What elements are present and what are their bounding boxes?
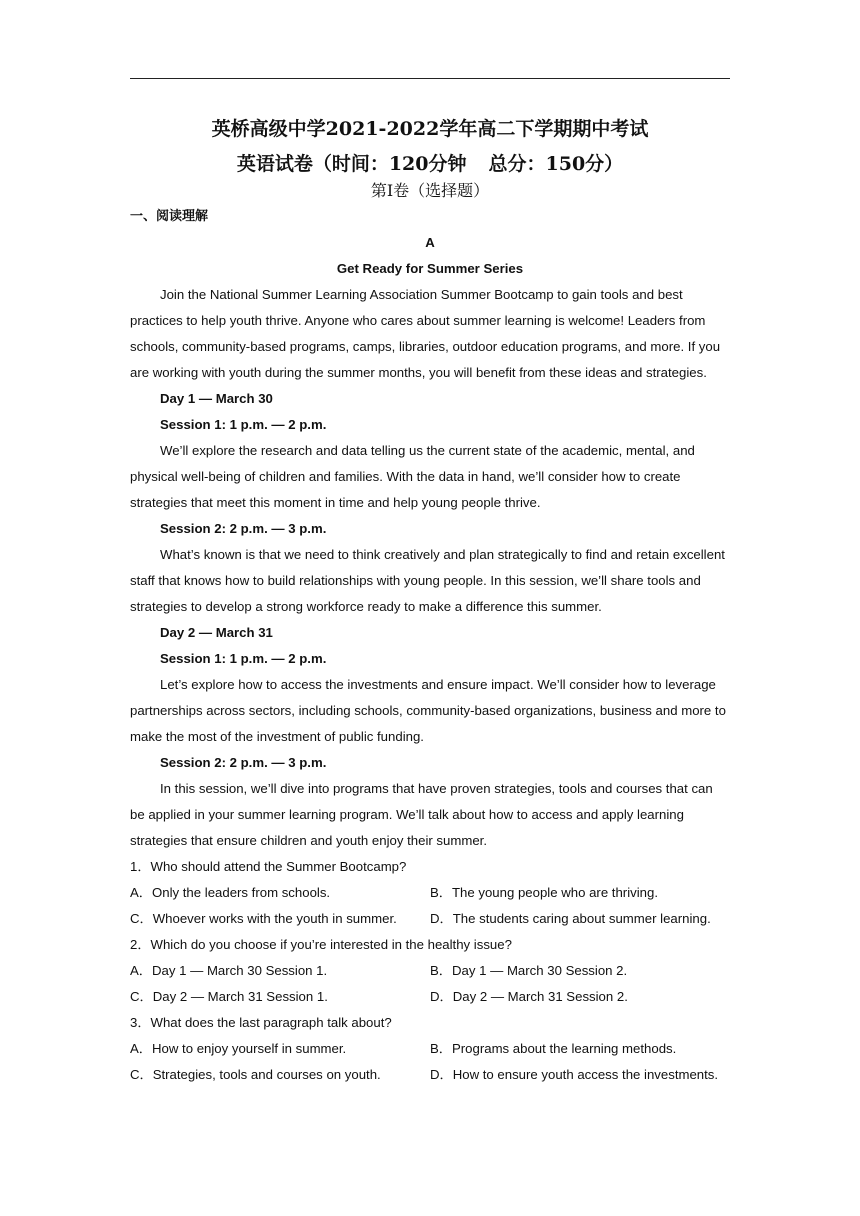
day2-session1-text: Let’s explore how to access the investments and ensure impact. We’ll consider how to leverage partnerships across sectors, including schools, community-based organizations, business and more to make the most of the investment of public funding. bbox=[130, 677, 726, 744]
header-rule bbox=[130, 78, 730, 79]
question-1-option-d: D．The students caring about summer learning. bbox=[430, 911, 711, 926]
question-3-option-d: D．How to ensure youth access the investments. bbox=[430, 1067, 719, 1082]
exam-title: 英桥高级中学2021-2022学年高二下学期期中考试 bbox=[211, 118, 649, 140]
question-2-option-d: D．Day 2 — March 31 Session 2. bbox=[430, 989, 628, 1004]
day2-heading: Day 2 — March 31 bbox=[160, 625, 273, 640]
question-3-stem: 3．What does the last paragraph talk about? bbox=[130, 1015, 392, 1030]
day2-session2-heading: Session 2: 2 p.m. — 3 p.m. bbox=[160, 755, 327, 770]
question-1-option-a: A．Only the leaders from schools. bbox=[130, 885, 331, 900]
question-3-option-b: B．Programs about the learning methods. bbox=[430, 1041, 677, 1056]
exam-subtitle-score: 总分：150分） bbox=[488, 153, 624, 175]
day2-session1-heading: Session 1: 1 p.m. — 2 p.m. bbox=[160, 651, 327, 666]
day1-session1-heading: Session 1: 1 p.m. — 2 p.m. bbox=[160, 417, 327, 432]
question-3-option-c: C．Strategies, tools and courses on youth. bbox=[130, 1067, 381, 1082]
question-1-options-row-1 bbox=[130, 880, 730, 906]
day1-heading: Day 1 — March 30 bbox=[160, 391, 273, 406]
volume-title: 第Ⅰ卷（选择题） bbox=[370, 181, 490, 200]
day1-session1-text: We’ll explore the research and data telling us the current state of the academic, mental, and physical well-being of children and families. With the data in hand, we’ll consider how to create strategies that meet this moment in time and help young people thrive. bbox=[130, 443, 695, 510]
question-2-option-a: A．Day 1 — March 30 Session 1. bbox=[130, 963, 328, 978]
question-2-options-row-1 bbox=[130, 958, 730, 984]
passage-letter: A bbox=[425, 235, 435, 250]
day2-session2-text: In this session, we’ll dive into programs that have proven strategies, tools and courses that can be applied in your summer learning program. We’ll talk about how to access and apply learning strategies that ensure children and youth enjoy their summer. bbox=[130, 781, 713, 848]
question-2-option-c: C．Day 2 — March 31 Session 1. bbox=[130, 989, 328, 1004]
question-3-option-a: A．How to enjoy yourself in summer. bbox=[130, 1041, 347, 1056]
question-1-option-c: C．Whoever works with the youth in summer. bbox=[130, 911, 397, 926]
question-2-stem: 2．Which do you choose if you’re interested in the healthy issue? bbox=[130, 937, 512, 952]
exam-subtitle-time: 英语试卷（时间：120分钟 bbox=[236, 153, 467, 175]
day1-session2-heading: Session 2: 2 p.m. — 3 p.m. bbox=[160, 521, 327, 536]
question-3-options-row-2 bbox=[130, 1062, 730, 1088]
exam-subtitle bbox=[0, 149, 860, 176]
question-2-option-b: B．Day 1 — March 30 Session 2. bbox=[430, 963, 628, 978]
section-label: 一、阅读理解 bbox=[130, 209, 209, 224]
passage-intro: Join the National Summer Learning Association Summer Bootcamp to gain tools and best practices to help youth thrive. Anyone who cares about summer learning is welcome! Leaders from schools, community-based programs, camps, libraries, outdoor education programs, and more. If you are working with youth during the summer months, you will benefit from these ideas and strategies. bbox=[130, 287, 721, 380]
question-1-options-row-2 bbox=[130, 906, 730, 932]
question-2-options-row-2 bbox=[130, 984, 730, 1010]
passage-heading: Get Ready for Summer Series bbox=[336, 261, 524, 276]
question-3-options-row-1 bbox=[130, 1036, 730, 1062]
question-1-stem: 1．Who should attend the Summer Bootcamp? bbox=[130, 859, 407, 874]
question-1-option-b: B．The young people who are thriving. bbox=[430, 885, 658, 900]
passage-body bbox=[130, 230, 730, 1088]
day1-session2-text: What’s known is that we need to think creatively and plan strategically to find and retain excellent staff that knows how to build relationships with young people. In this session, we’ll share tools and strategies to develop a strong workforce ready to make a difference this summer. bbox=[130, 547, 725, 614]
